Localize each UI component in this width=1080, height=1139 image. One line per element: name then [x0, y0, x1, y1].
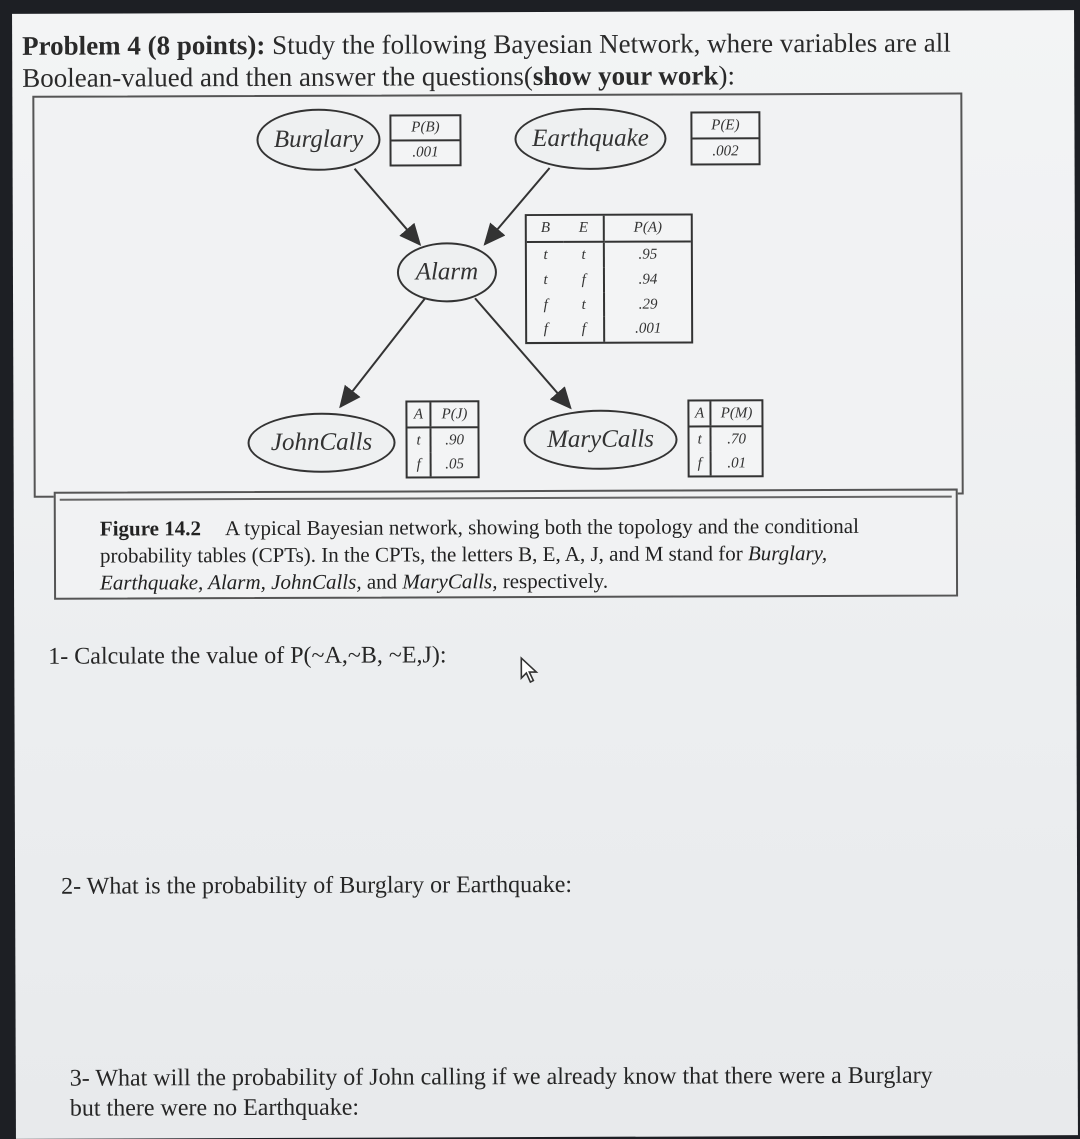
cpt-marycalls [687, 399, 763, 477]
cpt-a-cell: f [543, 321, 548, 338]
table-row [527, 242, 691, 269]
cpt-j-header-a: A [407, 402, 430, 427]
cpt-a-cell: t [581, 246, 586, 263]
cpt-m-header-a: A [689, 401, 710, 426]
table-row [407, 427, 477, 452]
caption-text1: A typical Bayesian network, showing both the topology and the conditional probability tables (CPTs). In the CPTs, the letters B, E, A, J, and M stand for [99, 513, 859, 568]
table-row [689, 426, 761, 451]
table-row [690, 451, 762, 475]
cpt-a-cell: .94 [604, 268, 691, 293]
cpt-a-cell: t [581, 296, 586, 313]
caption-label: Figure 14.2 [99, 516, 201, 541]
node-marycalls: MaryCalls [523, 410, 677, 471]
question-1: 1- Calculate the value of P(~A,~B, ~E,J): [48, 642, 447, 670]
cpt-a-cell: .95 [604, 242, 691, 268]
cpt-a-cell: f [543, 296, 548, 313]
network-edges [34, 95, 961, 496]
cpt-b-header: P(B) [391, 116, 459, 140]
caption-italic1: Burglary, [747, 541, 828, 566]
caption-divider [60, 496, 952, 501]
bayesian-network-figure [32, 93, 963, 498]
cpt-m-cell: .70 [711, 426, 762, 451]
document-page [12, 10, 1078, 1139]
cpt-m-cell: f [697, 455, 702, 472]
cpt-j-cell: t [416, 432, 421, 449]
question-3 [70, 1060, 1020, 1123]
cpt-j-header-pj: P(J) [431, 402, 478, 427]
mouse-pointer-icon [519, 656, 541, 684]
table-row [527, 317, 691, 342]
problem-header [22, 26, 1022, 93]
cpt-a-cell: t [543, 247, 548, 264]
problem-label: Problem 4 (8 points): [22, 29, 266, 61]
table-row [527, 292, 691, 317]
node-alarm: Alarm [397, 242, 497, 302]
cpt-m-cell: .01 [711, 451, 762, 475]
cpt-a-cell: .29 [604, 292, 691, 317]
node-earthquake: Earthquake [514, 108, 666, 171]
cpt-a-cell: f [581, 321, 586, 338]
caption-italic3: MaryCalls, [402, 569, 498, 594]
cpt-b-value: .001 [412, 144, 439, 161]
question-3-line2: but there were no Earthquake: [69, 1094, 360, 1122]
figure-caption [100, 513, 930, 597]
cpt-a-header-pa: P(A) [604, 215, 691, 241]
cpt-e-header: P(E) [692, 113, 758, 138]
node-burglary: Burglary [256, 109, 380, 171]
problem-text-bold: show your work [532, 60, 719, 92]
caption-text3: respectively. [502, 568, 609, 594]
cpt-j-cell: .05 [431, 452, 478, 476]
question-3-line1: 3- What will the probability of John calling if we already know that there were a Burglary [69, 1062, 933, 1092]
problem-text-line2b: ): [718, 60, 735, 91]
cpt-johncalls [405, 400, 479, 478]
table-row [527, 268, 691, 293]
cpt-m-header-pm: P(M) [711, 401, 762, 426]
node-johncalls: JohnCalls [247, 413, 395, 474]
cpt-burglary [389, 114, 461, 166]
cpt-earthquake [690, 111, 760, 165]
cpt-a-cell: f [581, 271, 586, 288]
cpt-alarm [525, 213, 693, 344]
problem-text-line1: Study the following Bayesian Network, where variables are all [272, 27, 951, 60]
caption-text2: and [366, 569, 398, 594]
question-2: 2- What is the probability of Burglary or Earthquake: [61, 871, 573, 900]
edge-alarm-johncalls [340, 298, 425, 406]
cpt-j-cell: f [416, 456, 421, 473]
cpt-a-cell: .001 [604, 317, 691, 342]
cpt-j-cell: .90 [431, 427, 478, 452]
cpt-e-value: .002 [712, 142, 739, 159]
edge-burglary-alarm [355, 168, 420, 244]
problem-text-line2a: Boolean-valued and then answer the questions( [22, 61, 533, 93]
cpt-a-cell: t [543, 271, 548, 288]
cpt-a-header-b: B [527, 216, 564, 242]
cpt-m-cell: t [697, 431, 702, 448]
table-row [408, 452, 478, 476]
figure-caption-box [54, 489, 958, 600]
caption-italic2: Earthquake, Alarm, JohnCalls, [99, 569, 362, 595]
cpt-a-header-e: E [564, 216, 604, 242]
